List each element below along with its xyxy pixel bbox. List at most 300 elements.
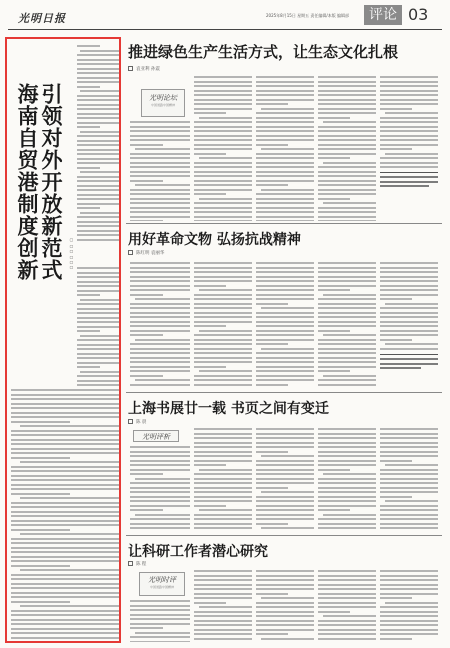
text-line	[194, 166, 252, 168]
text-line	[130, 171, 190, 173]
text-line	[11, 430, 119, 432]
text-line	[256, 532, 314, 533]
text-line	[380, 473, 438, 475]
text-line	[380, 482, 438, 484]
text-line	[380, 280, 438, 282]
text-line	[256, 575, 314, 577]
text-line	[11, 407, 119, 409]
text-line	[385, 464, 438, 466]
text-line	[80, 50, 119, 52]
text-line	[130, 216, 190, 218]
text-line	[256, 428, 314, 430]
text-line	[194, 85, 252, 87]
text-line	[256, 330, 314, 332]
text-line	[77, 326, 119, 328]
text-line	[256, 294, 314, 296]
text-line	[194, 90, 252, 92]
text-line	[77, 189, 119, 191]
text-line	[77, 140, 119, 142]
text-line	[323, 473, 376, 475]
text-line	[80, 90, 119, 92]
guangming-comment-logo: 光明时评 中国道路中国精神	[139, 572, 185, 596]
text-line	[385, 602, 438, 604]
text-line	[194, 615, 252, 617]
text-line	[256, 262, 314, 264]
article-3-body-col-5	[380, 428, 438, 532]
text-line	[194, 307, 252, 309]
text-line	[11, 542, 119, 544]
text-line	[380, 597, 412, 599]
text-line	[80, 131, 119, 133]
text-line	[77, 144, 119, 146]
text-line	[261, 348, 314, 350]
text-line	[194, 94, 252, 96]
text-line	[130, 262, 190, 264]
text-line	[11, 619, 119, 621]
text-line	[130, 126, 190, 128]
text-line	[11, 479, 119, 481]
text-line	[130, 352, 190, 354]
text-line	[77, 321, 119, 323]
text-line	[194, 276, 252, 278]
text-line	[380, 606, 438, 608]
text-line	[256, 361, 314, 363]
text-line	[77, 281, 119, 283]
article-4-title[interactable]: 让科研工作者潜心研究	[128, 544, 268, 560]
article-1-title[interactable]: 推进绿色生产生活方式，让生态文化扎根	[128, 43, 399, 61]
text-line	[318, 303, 376, 305]
text-line	[194, 437, 252, 439]
text-line	[130, 280, 190, 282]
text-line	[194, 126, 252, 128]
text-line	[380, 638, 412, 640]
text-line	[77, 221, 119, 223]
text-line	[318, 352, 376, 354]
text-line	[380, 135, 438, 137]
text-line	[11, 412, 119, 414]
text-line	[130, 375, 163, 377]
text-line	[194, 491, 252, 493]
article-2-title[interactable]: 用好革命文物 弘扬抗战精神	[128, 232, 301, 248]
text-line	[77, 72, 119, 74]
text-line	[318, 144, 376, 146]
text-line	[194, 478, 252, 480]
text-line	[318, 289, 350, 291]
text-line	[194, 428, 252, 430]
text-line	[256, 482, 314, 484]
text-line	[318, 276, 376, 278]
text-line	[318, 175, 376, 177]
text-line	[318, 575, 376, 577]
text-line	[256, 103, 288, 105]
lead-article-byline: ▢ ▢▢ ▢▢▢	[69, 237, 74, 270]
text-line	[380, 312, 438, 314]
text-line	[318, 469, 350, 471]
text-line	[130, 267, 190, 269]
text-line	[380, 139, 438, 141]
text-line	[256, 216, 314, 218]
text-line	[77, 149, 119, 151]
text-line	[256, 375, 314, 377]
text-line	[194, 148, 252, 150]
text-line	[130, 157, 190, 159]
text-line	[11, 515, 119, 517]
text-line	[256, 175, 314, 177]
text-line	[380, 509, 438, 511]
text-line	[77, 194, 119, 196]
text-line	[194, 267, 252, 269]
text-line	[256, 76, 314, 78]
text-line	[256, 171, 314, 173]
text-line	[385, 343, 438, 345]
text-line	[256, 473, 314, 475]
text-line	[380, 76, 438, 78]
text-line	[318, 193, 376, 195]
text-line	[194, 629, 252, 631]
text-line	[380, 162, 438, 164]
text-line	[194, 298, 252, 300]
text-line	[194, 433, 252, 435]
lead-article-title-line-2: 海南自贸港制度创新	[15, 83, 40, 281]
text-line	[130, 334, 163, 336]
text-line	[130, 189, 190, 191]
text-line	[318, 330, 350, 332]
text-line	[194, 532, 252, 533]
text-line	[256, 321, 314, 323]
article-3-body-col-1	[130, 446, 190, 532]
text-line	[323, 615, 376, 617]
text-line	[130, 464, 190, 466]
text-line	[318, 505, 376, 507]
text-line	[11, 520, 119, 522]
text-line	[194, 352, 252, 354]
text-line	[77, 317, 119, 319]
text-line	[194, 285, 226, 287]
text-line	[80, 171, 119, 173]
text-line	[194, 303, 252, 305]
text-line	[256, 267, 314, 269]
text-line	[130, 509, 163, 511]
text-line	[77, 95, 119, 97]
text-line	[256, 437, 314, 439]
text-line	[323, 121, 376, 123]
text-line	[194, 325, 226, 327]
text-line	[130, 366, 190, 368]
text-line	[194, 139, 252, 141]
text-line	[194, 611, 252, 613]
text-line	[194, 451, 252, 453]
article-3-body-col-2	[194, 428, 252, 532]
text-line	[323, 202, 376, 204]
text-line	[194, 343, 252, 345]
text-line	[80, 371, 119, 373]
text-line	[380, 588, 438, 590]
article-2-byline: 陈红明 袁丽华	[128, 250, 164, 256]
text-line	[256, 478, 314, 480]
text-line	[194, 633, 252, 635]
text-line	[318, 117, 350, 119]
text-line	[11, 592, 119, 594]
text-line	[77, 54, 119, 56]
text-line	[318, 597, 376, 599]
lead-article-highlight-box[interactable]	[5, 37, 121, 643]
text-line	[380, 446, 438, 448]
text-line	[194, 620, 252, 622]
text-line	[11, 637, 119, 639]
text-line	[11, 529, 70, 531]
text-line	[130, 348, 190, 350]
text-line	[77, 330, 100, 332]
text-line	[318, 216, 376, 218]
byline-marker-icon	[128, 419, 133, 424]
text-line	[256, 505, 314, 507]
text-line	[380, 455, 438, 457]
text-line	[256, 379, 314, 381]
text-line	[194, 518, 252, 520]
text-line	[194, 588, 252, 590]
text-line	[318, 437, 376, 439]
text-line	[194, 379, 252, 381]
article-1-body-col-1	[130, 121, 190, 221]
text-line	[130, 636, 190, 638]
text-line	[194, 334, 252, 336]
article-3-title[interactable]: 上海书展廿一载 书页之间有变迁	[128, 401, 329, 417]
text-line	[323, 514, 376, 516]
text-line	[130, 370, 190, 372]
text-line	[77, 122, 119, 124]
article-1-byline: 袁亚利 孙震	[128, 66, 160, 72]
text-line	[256, 280, 314, 282]
text-line	[256, 117, 314, 119]
text-line	[77, 126, 100, 128]
text-line	[135, 339, 190, 341]
text-line	[380, 321, 438, 323]
text-line	[77, 303, 119, 305]
text-line	[11, 475, 119, 477]
text-line	[77, 135, 119, 137]
text-line	[256, 81, 314, 83]
text-line	[318, 267, 376, 269]
text-line	[11, 416, 119, 418]
text-line	[318, 189, 376, 191]
text-line	[77, 68, 119, 70]
text-line	[318, 357, 376, 359]
text-line	[318, 211, 376, 213]
text-line	[130, 618, 190, 620]
text-line	[194, 130, 252, 132]
text-line	[77, 108, 119, 110]
text-line	[318, 455, 376, 457]
text-line	[256, 126, 314, 128]
byline-marker-icon	[128, 561, 133, 566]
text-line	[135, 514, 190, 516]
text-line	[256, 298, 314, 300]
text-line	[380, 330, 438, 332]
text-line	[77, 267, 119, 269]
text-line	[194, 121, 252, 123]
text-line	[318, 629, 376, 631]
text-line	[256, 469, 314, 471]
text-line	[11, 628, 119, 630]
text-line	[130, 294, 163, 296]
text-line	[11, 394, 119, 396]
text-line	[318, 198, 350, 200]
text-line	[256, 135, 314, 137]
text-line	[380, 514, 438, 516]
text-line	[130, 135, 190, 137]
text-line	[380, 325, 438, 327]
text-line	[11, 560, 119, 562]
text-line	[77, 339, 119, 341]
text-line	[11, 457, 70, 459]
text-line	[130, 460, 190, 462]
text-line	[256, 139, 314, 141]
article-3-body-col-3	[256, 428, 314, 532]
text-line	[194, 597, 252, 599]
text-line	[380, 518, 438, 520]
text-line	[256, 121, 314, 123]
text-line	[77, 384, 119, 386]
newspaper-name: 光明日报	[18, 12, 66, 25]
text-line	[194, 482, 252, 484]
text-line	[130, 500, 190, 502]
text-line	[130, 641, 190, 643]
text-line	[318, 361, 376, 363]
text-line	[11, 601, 70, 603]
text-line	[130, 384, 190, 386]
text-line	[194, 496, 252, 498]
article-4-body-col-2	[194, 570, 252, 642]
text-line	[80, 335, 119, 337]
text-line	[256, 99, 314, 101]
text-line	[130, 285, 190, 287]
text-line	[318, 487, 376, 489]
text-line	[385, 112, 438, 114]
text-line	[11, 484, 119, 486]
text-line	[380, 267, 438, 269]
text-line	[130, 600, 190, 602]
text-line	[194, 184, 252, 186]
text-line	[194, 339, 252, 341]
text-line	[256, 602, 314, 604]
text-line	[194, 527, 252, 529]
text-line	[318, 620, 376, 622]
text-line	[77, 153, 119, 155]
text-line	[11, 610, 119, 612]
text-line	[380, 85, 438, 87]
text-line	[77, 176, 119, 178]
text-line	[256, 514, 314, 516]
text-line	[77, 167, 100, 169]
text-line	[11, 623, 119, 625]
text-line	[130, 473, 163, 475]
text-line	[135, 379, 190, 381]
text-line	[130, 121, 190, 123]
text-line	[80, 212, 119, 214]
text-line	[194, 211, 252, 213]
text-line	[318, 207, 376, 209]
text-line	[130, 446, 190, 448]
text-line	[256, 325, 314, 327]
text-line	[261, 455, 314, 457]
text-line	[194, 220, 252, 221]
text-line	[77, 203, 119, 205]
text-line	[194, 638, 252, 640]
text-line	[20, 497, 119, 499]
text-line	[130, 139, 190, 141]
text-line	[194, 473, 252, 475]
text-line	[77, 45, 100, 47]
text-line	[256, 334, 314, 336]
text-line	[77, 357, 119, 359]
text-line	[77, 344, 119, 346]
text-line	[256, 446, 314, 448]
text-line	[194, 312, 252, 314]
text-line	[380, 285, 438, 287]
text-line	[256, 211, 314, 213]
text-line	[11, 443, 119, 445]
text-line	[380, 298, 412, 300]
text-line	[77, 81, 119, 83]
text-line	[77, 185, 119, 187]
text-line	[261, 638, 314, 640]
text-line	[194, 76, 252, 78]
text-line	[130, 627, 163, 629]
text-line	[194, 144, 252, 146]
text-line	[256, 343, 288, 345]
text-line	[194, 505, 226, 507]
text-line	[20, 605, 119, 607]
article-1-body-col-5	[380, 76, 438, 168]
text-line	[194, 514, 252, 516]
text-line	[11, 389, 119, 391]
text-line	[77, 158, 119, 160]
text-line	[11, 448, 119, 450]
text-line	[194, 207, 252, 209]
text-line	[256, 180, 314, 182]
text-line	[380, 99, 438, 101]
text-line	[380, 460, 412, 462]
text-line	[256, 370, 314, 372]
text-line	[194, 460, 252, 462]
text-line	[130, 289, 190, 291]
text-line	[261, 108, 314, 110]
text-line	[318, 602, 376, 604]
text-line	[135, 632, 190, 634]
text-line	[256, 366, 314, 368]
guangming-forum-logo: 光明论坛 中国道路中国精神	[141, 89, 185, 117]
text-line	[256, 112, 314, 114]
text-line	[130, 193, 190, 195]
text-line	[380, 469, 438, 471]
text-line	[11, 524, 119, 526]
text-line	[380, 157, 438, 159]
text-line	[380, 523, 438, 525]
text-line	[256, 570, 314, 572]
text-line	[194, 135, 252, 137]
text-line	[194, 280, 252, 282]
text-line	[318, 478, 376, 480]
text-line	[194, 271, 252, 273]
text-line	[194, 602, 226, 604]
text-line	[318, 638, 376, 640]
text-line	[318, 366, 376, 368]
text-line	[380, 117, 438, 119]
text-line	[130, 321, 190, 323]
text-line	[318, 491, 376, 493]
text-line	[261, 491, 314, 493]
text-line	[77, 216, 119, 218]
